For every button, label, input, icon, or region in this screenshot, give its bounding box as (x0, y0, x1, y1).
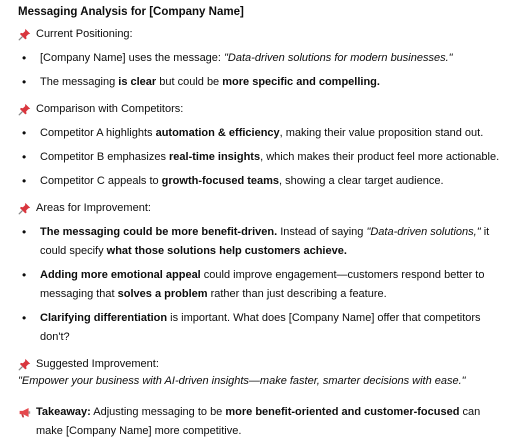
list-item: • The messaging is clear but could be more specific and compelling. (18, 73, 502, 92)
takeaway (18, 403, 502, 441)
current-positioning-list (18, 49, 502, 92)
page-title: Messaging Analysis for [Company Name] (18, 6, 244, 18)
list-item: • Adding more emotional appeal could improve engagement—customers respond better to messaging that solves a problem rather than just describing a feature. (18, 266, 502, 304)
pushpin-icon (18, 28, 31, 41)
list-item: • Competitor C appeals to growth-focused teams, showing a clear target audience. (18, 172, 502, 191)
comparison-list (18, 124, 502, 191)
pushpin-icon (18, 202, 31, 215)
suggested-tagline: "Empower your business with AI-driven insights—make faster, smarter decisions with ease." (18, 375, 466, 387)
pushpin-icon (18, 103, 31, 116)
section-heading-current-positioning: Current Positioning: (18, 27, 502, 41)
section-heading-comparison: Comparison with Competitors: (18, 102, 502, 116)
section-heading-areas-for-improvement: Areas for Improvement: (18, 201, 502, 215)
list-item: • Competitor B emphasizes real-time insights, which makes their product feel more actionable. (18, 148, 502, 167)
section-heading-suggested-improvement: Suggested Improvement: (18, 357, 502, 371)
takeaway-text: Takeaway: Adjusting messaging to be more benefit-oriented and customer-focused can make [Company Name] more competitive. (36, 406, 481, 437)
list-item: • Clarifying differentiation is important. What does [Company Name] offer that competitors don't? (18, 309, 502, 347)
list-item: • The messaging could be more benefit-driven. Instead of saying "Data-driven solutions," it could specify what those solutions help customers achieve. (18, 223, 502, 261)
list-item: • [Company Name] uses the message: "Data-driven solutions for modern businesses." (18, 49, 502, 68)
list-item: • Competitor A highlights automation & efficiency, making their value proposition stand out. (18, 124, 502, 143)
pushpin-icon (18, 358, 31, 371)
improvement-list (18, 223, 502, 347)
megaphone-icon (18, 406, 31, 419)
